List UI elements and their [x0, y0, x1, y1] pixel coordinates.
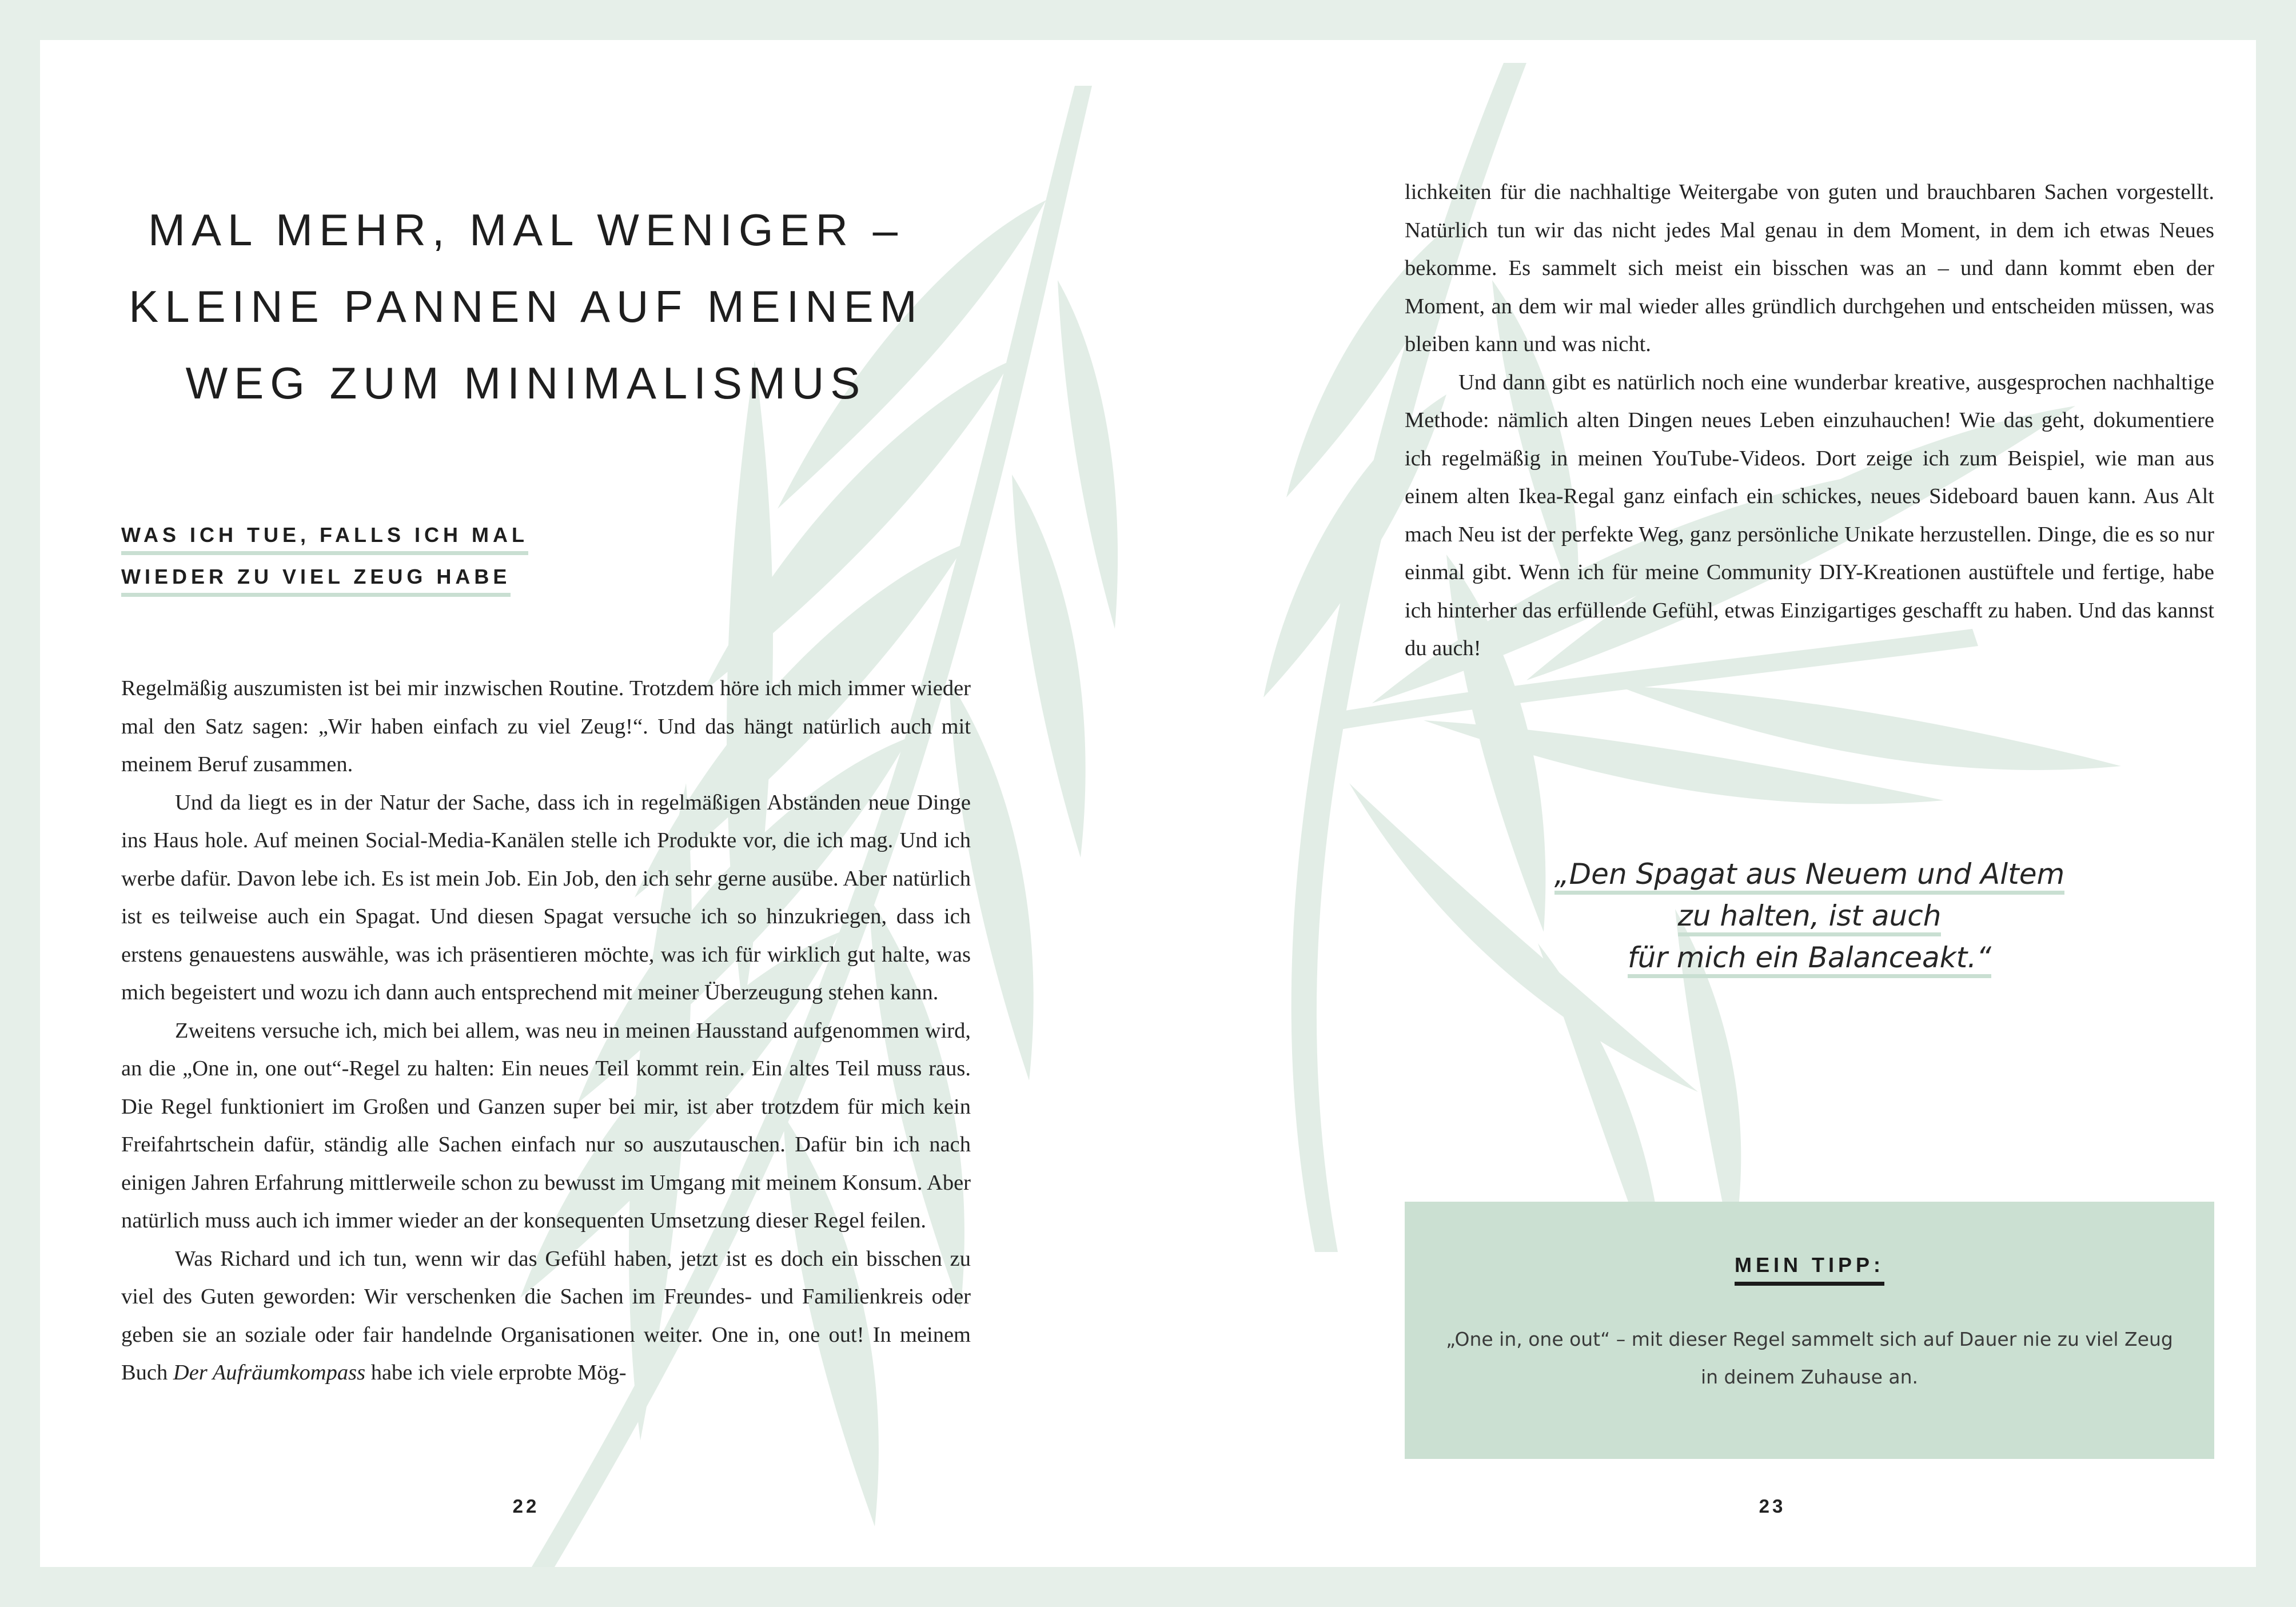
tip-title — [1405, 1253, 2214, 1286]
chapter-title — [120, 192, 932, 421]
pull-quote-line: für mich ein Balanceakt.“ — [1628, 941, 1991, 978]
paragraph-text: Was Richard und ich tun, wenn wir das Gefühl haben, jetzt ist es doch ein bisschen zu viel des Guten geworden: Wir verschenken die Sachen im Freundes- und Familienkreis oder geben sie an soziale oder fair handelnde Organisationen weiter. One in, one out! In meinem Buch — [121, 1246, 971, 1385]
paragraph: Und dann gibt es natürlich noch eine wunderbar kreative, ausgesprochen nachhaltige Methode: nämlich alten Dingen neues Leben einzuhauchen! Wie das geht, dokumentiere ich regelmäßig in meinen YouTube-Videos. Dort zeige ich zum Beispiel, wie man aus einem alten Ikea-Regal ganz einfach ein schickes, neues Sideboard bauen kann. Aus Alt mach Neu ist der perfekte Weg, ganz persönliche Unikate herzustellen. Dinge, die es so nur einmal gibt. Wenn ich für meine Community DIY-Kreationen austüftele und fertige, habe ich hinterher das erfüllende Gefühl, etwas Einzigartiges geschafft zu haben. Und das kannst du auch! — [1405, 370, 2214, 660]
book-spread — [40, 40, 2256, 1567]
paragraph: Regelmäßig auszumisten ist bei mir inzwischen Routine. Trotzdem höre ich mich immer wieder mal den Satz sagen: „Wir haben einfach zu viel Zeug!“. Und das hängt natürlich auch mit meinem Beruf zusammen. — [121, 676, 971, 776]
chapter-title-line: WEG ZUM MINIMALISMUS — [185, 358, 867, 408]
chapter-title-line: KLEINE PANNEN AUF MEINEM — [129, 281, 923, 332]
page-number: 23 — [1759, 1496, 1786, 1517]
section-heading — [121, 519, 528, 603]
paragraph-text: habe ich viele erprobte Mög- — [365, 1361, 627, 1385]
left-page — [40, 40, 1148, 1567]
book-title: Der Aufräumkompass — [173, 1361, 366, 1385]
tip-text: „One in, one out“ – mit dieser Regel sammelt sich auf Dauer nie zu viel Zeug in deinem Zuhause an. — [1446, 1328, 2173, 1388]
section-heading-line: WIEDER ZU VIEL ZEUG HABE — [121, 561, 511, 597]
paragraph: Und da liegt es in der Natur der Sache, dass ich in regelmäßigen Abständen neue Dinge ins Haus hole. Auf meinen Social-Media-Kanälen stelle ich Produkte vor, die ich mag. Und ich werbe dafür. Davon lebe ich. Es ist mein Job. Ein Job, den ich sehr gerne ausübe. Aber natürlich ist es teilweise auch ein Spagat. Und diesen Spagat versuche ich so hinzukriegen, dass ich erstens genauestens auswähle, was ich präsentieren möchte, was ich für wirklich gut halte, was mich begeistert und wozu ich dann auch entsprechend mit meiner Überzeugung stehen kann. — [121, 790, 971, 1004]
tip-title-text: MEIN TIPP: — [1735, 1253, 1884, 1286]
pull-quote-line: „Den Spagat aus Neuem und Altem — [1554, 858, 2064, 895]
pull-quote-line: zu halten, ist auch — [1678, 899, 1942, 936]
paragraph — [121, 1240, 971, 1392]
right-body-text — [1405, 173, 2214, 668]
paragraph: Zweitens versuche ich, mich bei allem, was neu in meinen Hausstand aufgenommen wird, an die „One in, one out“-Regel zu halten: Ein neues Teil kommt rein. Ein altes Teil muss raus. Die Regel funktioniert im Großen und Ganzen super bei mir, ist aber trotzdem für mich kein Freifahrtschein dafür, ständig alle Sachen einfach nur so auszutauschen. Dafür bin ich nach einigen Jahren Erfahrung mittlerweile schon zu bewusst im Umgang mit meinem Konsum. Aber natürlich muss auch ich immer wieder an der konsequenten Umsetzung dieser Regel feilen. — [121, 1018, 971, 1233]
paragraph: lichkeiten für die nachhaltige Weitergabe von guten und brauchbaren Sachen vorgestellt. Natürlich tun wir das nicht jedes Mal genau in dem Moment, in dem ich etwas Neues bekomme. Es sammelt sich meist ein bisschen was an – und dann kommt eben der Moment, an dem wir mal wieder alles gründlich durchgehen und entscheiden müssen, was bleiben kann und was nicht. — [1405, 180, 2214, 356]
tip-box — [1405, 1202, 2214, 1459]
pull-quote — [1464, 858, 2155, 983]
page-number: 22 — [512, 1496, 540, 1517]
section-heading-line: WAS ICH TUE, FALLS ICH MAL — [121, 519, 528, 555]
chapter-title-line: MAL MEHR, MAL WENIGER – — [148, 205, 904, 255]
left-body-text — [121, 669, 971, 1392]
